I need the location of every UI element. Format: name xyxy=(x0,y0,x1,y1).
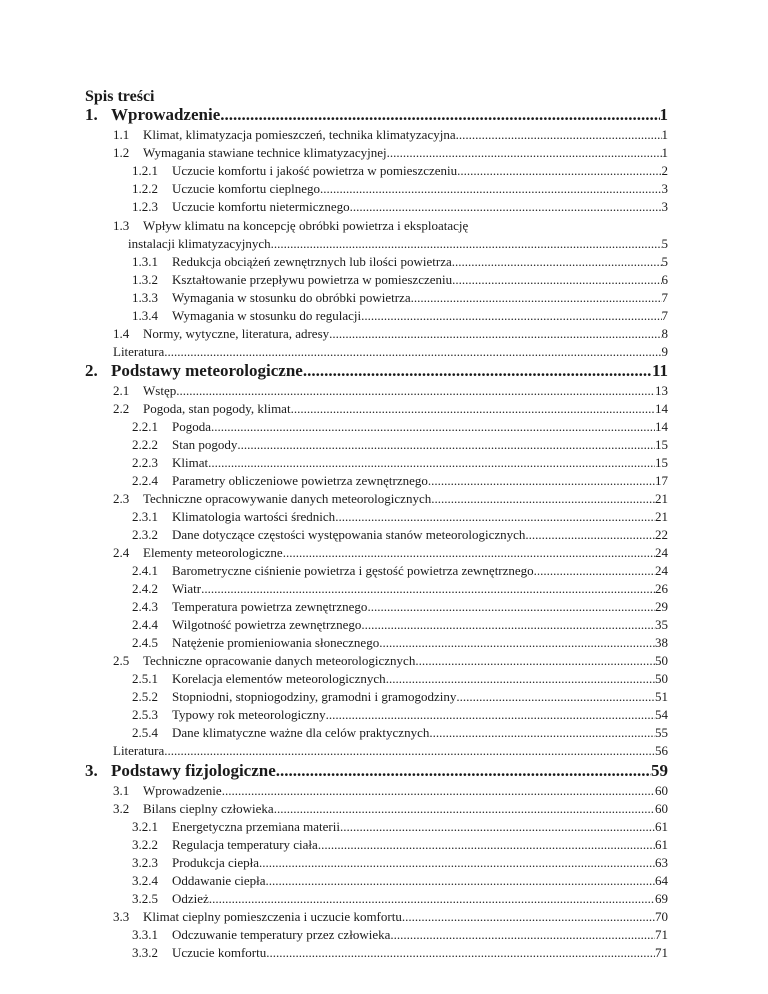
toc-entry[interactable] xyxy=(132,474,668,487)
toc-entry[interactable] xyxy=(132,892,668,905)
toc-number: 1.3.4 xyxy=(132,308,158,323)
toc-title: Wymagania stawiane technice klimatyzacyjnej xyxy=(143,145,387,160)
toc-title: Wiatr xyxy=(172,581,202,596)
dot-leader xyxy=(411,291,662,304)
dot-leader xyxy=(387,146,662,159)
toc-entry[interactable] xyxy=(132,273,668,286)
dot-leader xyxy=(326,708,655,721)
dot-leader xyxy=(361,618,655,631)
page-title: Spis treści xyxy=(85,88,155,105)
toc-page-number: 21 xyxy=(655,509,668,524)
toc-title: Uczucie komfortu xyxy=(172,945,267,960)
toc-entry[interactable] xyxy=(132,510,668,523)
toc-chapter[interactable] xyxy=(85,762,668,779)
toc-entry[interactable] xyxy=(132,636,668,649)
toc-page-number: 70 xyxy=(655,909,668,924)
toc-title: Pogoda xyxy=(172,419,211,434)
toc-entry[interactable] xyxy=(132,420,668,433)
toc-number: 2.3.1 xyxy=(132,509,158,524)
toc-number: 3.1 xyxy=(113,783,130,798)
toc-entry[interactable] xyxy=(128,237,668,250)
toc-title: Barometryczne ciśnienie powietrza i gęstość powietrza zewnętrznego xyxy=(172,563,534,578)
toc-number: 3.2 xyxy=(113,801,130,816)
toc-title: Energetyczna przemiana materii xyxy=(172,819,340,834)
toc-entry[interactable] xyxy=(132,182,668,195)
toc-entry[interactable] xyxy=(132,726,668,739)
toc-title: Wstęp xyxy=(143,383,177,398)
toc-page-number: 22 xyxy=(655,527,668,542)
toc-number: 2.1 xyxy=(113,383,130,398)
dot-leader xyxy=(208,456,655,469)
dot-leader xyxy=(367,600,655,613)
dot-leader xyxy=(350,200,662,213)
toc-title: Produkcja ciepła xyxy=(172,855,259,870)
toc-page-number: 71 xyxy=(655,927,668,942)
dot-leader xyxy=(176,384,655,397)
toc-entry[interactable] xyxy=(132,564,668,577)
toc-number: 1.2.2 xyxy=(132,181,158,196)
dot-leader xyxy=(164,345,661,358)
toc-page-number: 3 xyxy=(661,181,668,196)
toc-number: 2.2.4 xyxy=(132,473,158,488)
toc-entry[interactable] xyxy=(113,128,668,141)
toc-entry[interactable] xyxy=(113,327,668,340)
toc-entry[interactable] xyxy=(113,402,668,415)
toc-title: Stopniodni, stopniogodziny, gramodni i gramogodziny xyxy=(172,689,457,704)
toc-page-number: 2 xyxy=(661,163,668,178)
toc-title: Redukcja obciążeń zewnętrznych lub ilości powietrza xyxy=(172,254,452,269)
toc-number: 2.4.1 xyxy=(132,563,158,578)
toc-page-number: 8 xyxy=(661,326,668,341)
dot-leader xyxy=(274,802,655,815)
toc-page-number: 17 xyxy=(655,473,668,488)
dot-leader xyxy=(265,874,655,887)
toc-number: 1.3.1 xyxy=(132,254,158,269)
toc-number: 3.2.3 xyxy=(132,855,158,870)
toc-page-number: 35 xyxy=(655,617,668,632)
toc-page-number: 50 xyxy=(655,653,668,668)
toc-entry[interactable] xyxy=(132,291,668,304)
toc-page-number: 9 xyxy=(661,344,668,359)
toc-title: Kształtowanie przepływu powietrza w pomieszczeniu xyxy=(172,272,453,287)
dot-leader xyxy=(379,636,655,649)
toc-entry[interactable] xyxy=(132,672,668,685)
toc-number: 2. xyxy=(85,361,98,380)
toc-title: Klimat cieplny pomieszczenia i uczucie komfortu xyxy=(143,909,402,924)
dot-leader xyxy=(318,838,655,851)
toc-page-number: 29 xyxy=(655,599,668,614)
toc-number: 1.3.2 xyxy=(132,272,158,287)
toc-title: Odzież xyxy=(172,891,209,906)
dot-leader xyxy=(220,106,659,123)
toc-title: Wprowadzenie xyxy=(111,105,221,124)
toc-number: 3.2.2 xyxy=(132,837,158,852)
toc-page-number: 61 xyxy=(655,819,668,834)
toc-title: instalacji klimatyzacyjnych xyxy=(128,236,271,251)
toc-title: Oddawanie ciepła xyxy=(172,873,266,888)
toc-entry[interactable] xyxy=(132,164,668,177)
toc-page-number: 14 xyxy=(655,401,668,416)
toc-entry[interactable] xyxy=(132,600,668,613)
toc-page-number: 51 xyxy=(655,689,668,704)
dot-leader xyxy=(386,672,655,685)
dot-leader xyxy=(361,309,661,322)
toc-title: Normy, wytyczne, literatura, adresy xyxy=(143,326,330,341)
toc-entry[interactable] xyxy=(132,582,668,595)
toc-title: Uczucie komfortu i jakość powietrza w pomieszczeniu xyxy=(172,163,458,178)
dot-leader xyxy=(415,654,655,667)
toc-number: 1.2.1 xyxy=(132,163,158,178)
toc-title: Stan pogody xyxy=(172,437,238,452)
toc-number: 2.4.4 xyxy=(132,617,158,632)
toc-title: Klimatologia wartości średnich xyxy=(172,509,336,524)
toc-page-number: 50 xyxy=(655,671,668,686)
toc-entry[interactable] xyxy=(132,309,668,322)
toc-page-number: 5 xyxy=(661,236,668,251)
toc-number: 2.4.3 xyxy=(132,599,158,614)
toc-entry[interactable] xyxy=(113,219,668,232)
toc-title: Odczuwanie temperatury przez człowieka xyxy=(172,927,391,942)
toc-number: 1.3.3 xyxy=(132,290,158,305)
toc-entry[interactable] xyxy=(132,200,668,213)
toc-title: Podstawy fizjologiczne xyxy=(111,761,276,780)
dot-leader xyxy=(456,690,655,703)
dot-leader xyxy=(390,928,655,941)
dot-leader xyxy=(429,726,655,739)
dot-leader xyxy=(431,492,655,505)
dot-leader xyxy=(209,892,655,905)
toc-number: 2.2.1 xyxy=(132,419,158,434)
toc-title: Techniczne opracowanie danych meteorologicznych xyxy=(143,653,416,668)
toc-title: Parametry obliczeniowe powietrza zewnętrznego xyxy=(172,473,428,488)
toc-title: Regulacja temperatury ciała xyxy=(172,837,318,852)
toc-page-number: 6 xyxy=(661,272,668,287)
toc-entry[interactable] xyxy=(132,528,668,541)
toc-number: 2.5.1 xyxy=(132,671,158,686)
toc-title: Podstawy meteorologiczne xyxy=(111,361,303,380)
toc-page-number: 13 xyxy=(655,383,668,398)
toc-page-number: 11 xyxy=(651,361,668,380)
dot-leader xyxy=(428,474,655,487)
toc-number: 1.3 xyxy=(113,218,130,233)
toc-page-number: 5 xyxy=(661,254,668,269)
toc-title: Wpływ klimatu na koncepcję obróbki powietrza i eksploatację xyxy=(143,218,469,233)
toc-number: 2.3.2 xyxy=(132,527,158,542)
toc-entry[interactable] xyxy=(132,838,668,851)
toc-page-number: 24 xyxy=(655,563,668,578)
toc-entry[interactable] xyxy=(132,456,668,469)
toc-number: 2.4 xyxy=(113,545,130,560)
toc-chapter[interactable] xyxy=(85,362,668,379)
toc-title: Wymagania w stosunku do regulacji xyxy=(172,308,362,323)
toc-entry[interactable] xyxy=(113,146,668,159)
toc-page-number: 21 xyxy=(655,491,668,506)
toc-number: 3.3.1 xyxy=(132,927,158,942)
dot-leader xyxy=(335,510,655,523)
dot-leader xyxy=(457,164,661,177)
dot-leader xyxy=(237,438,655,451)
dot-leader xyxy=(320,182,662,195)
toc-page-number: 14 xyxy=(655,419,668,434)
toc-title: Wprowadzenie xyxy=(143,783,222,798)
toc-number: 3.3 xyxy=(113,909,130,924)
toc-title: Uczucie komfortu cieplnego xyxy=(172,181,320,196)
toc-page-number: 1 xyxy=(661,127,668,142)
toc-title: Klimat, klimatyzacja pomieszczeń, technika klimatyzacyjna xyxy=(143,127,456,142)
toc-number: 2.2.3 xyxy=(132,455,158,470)
toc-page-number: 54 xyxy=(655,707,668,722)
toc-entry[interactable] xyxy=(113,910,668,923)
toc-entry[interactable] xyxy=(113,384,668,397)
toc-number: 2.4.5 xyxy=(132,635,158,650)
toc-page-number: 1 xyxy=(661,145,668,160)
dot-leader xyxy=(201,582,655,595)
toc-entry[interactable] xyxy=(113,802,668,815)
dot-leader xyxy=(340,820,655,833)
toc-title: Typowy rok meteorologiczny xyxy=(172,707,326,722)
toc-entry[interactable] xyxy=(132,874,668,887)
toc-entry[interactable] xyxy=(132,690,668,703)
toc-number: 3.3.2 xyxy=(132,945,158,960)
toc-title: Wymagania w stosunku do obróbki powietrza xyxy=(172,290,411,305)
toc-title: Temperatura powietrza zewnętrznego xyxy=(172,599,368,614)
toc-page-number: 60 xyxy=(655,783,668,798)
dot-leader xyxy=(452,273,661,286)
toc-entry[interactable] xyxy=(132,820,668,833)
dot-leader xyxy=(303,362,652,379)
toc-page-number: 59 xyxy=(651,761,668,780)
toc-entry[interactable] xyxy=(113,744,668,757)
toc-entry[interactable] xyxy=(113,345,668,358)
toc-entry[interactable] xyxy=(113,784,668,797)
toc-number: 2.3 xyxy=(113,491,130,506)
toc-entry[interactable] xyxy=(113,546,668,559)
toc-number: 2.2 xyxy=(113,401,130,416)
toc-number: 2.5 xyxy=(113,653,130,668)
toc-page-number: 7 xyxy=(661,308,668,323)
dot-leader xyxy=(271,237,662,250)
toc-page-number: 7 xyxy=(661,290,668,305)
toc-page-number: 26 xyxy=(655,581,668,596)
toc-number: 1. xyxy=(85,105,98,124)
toc-page-number: 15 xyxy=(655,437,668,452)
toc-page-number: 64 xyxy=(655,873,668,888)
toc-entry[interactable] xyxy=(113,492,668,505)
dot-leader xyxy=(266,946,655,959)
toc-title: Elementy meteorologiczne xyxy=(143,545,283,560)
dot-leader xyxy=(276,762,651,779)
dot-leader xyxy=(402,910,655,923)
toc-entry[interactable] xyxy=(132,618,668,631)
toc-page-number: 71 xyxy=(655,945,668,960)
toc-number: 2.5.4 xyxy=(132,725,158,740)
toc-number: 3.2.4 xyxy=(132,873,158,888)
toc-title: Dane dotyczące częstości występowania stanów meteorologicznych xyxy=(172,527,526,542)
toc-number: 3.2.1 xyxy=(132,819,158,834)
toc-page-number: 15 xyxy=(655,455,668,470)
toc-entry[interactable] xyxy=(132,438,668,451)
toc-title: Dane klimatyczne ważne dla celów praktycznych xyxy=(172,725,430,740)
toc-entry[interactable] xyxy=(132,708,668,721)
toc-page-number: 69 xyxy=(655,891,668,906)
toc-title: Korelacja elementów meteorologicznych xyxy=(172,671,386,686)
toc-number: 2.4.2 xyxy=(132,581,158,596)
dot-leader xyxy=(164,744,655,757)
dot-leader xyxy=(283,546,655,559)
toc-page-number: 63 xyxy=(655,855,668,870)
dot-leader xyxy=(456,128,662,141)
toc-page-number: 56 xyxy=(655,743,668,758)
toc-page-number: 55 xyxy=(655,725,668,740)
toc-number: 1.2.3 xyxy=(132,199,158,214)
dot-leader xyxy=(259,856,655,869)
toc-title: Techniczne opracowywanie danych meteorologicznych xyxy=(143,491,432,506)
dot-leader xyxy=(534,564,655,577)
toc-entry[interactable] xyxy=(132,946,668,959)
toc-title: Bilans cieplny człowieka xyxy=(143,801,274,816)
toc-page-number: 3 xyxy=(661,199,668,214)
toc-entry[interactable] xyxy=(113,654,668,667)
toc-title: Uczucie komfortu nietermicznego xyxy=(172,199,350,214)
toc-chapter[interactable] xyxy=(85,106,668,123)
toc-page-number: 38 xyxy=(655,635,668,650)
toc-title: Pogoda, stan pogody, klimat xyxy=(143,401,291,416)
toc-entry[interactable] xyxy=(132,856,668,869)
toc-page-number: 61 xyxy=(655,837,668,852)
toc-number: 2.5.2 xyxy=(132,689,158,704)
dot-leader xyxy=(211,420,655,433)
toc-title: Literatura xyxy=(113,743,165,758)
toc-title: Wilgotność powietrza zewnętrznego xyxy=(172,617,362,632)
toc-number: 1.1 xyxy=(113,127,130,142)
toc-number: 1.4 xyxy=(113,326,130,341)
toc-title: Klimat xyxy=(172,455,209,470)
toc-page-number: 1 xyxy=(659,105,668,124)
toc-number: 2.2.2 xyxy=(132,437,158,452)
dot-leader xyxy=(452,255,662,268)
toc-page-number: 60 xyxy=(655,801,668,816)
toc-number: 1.2 xyxy=(113,145,130,160)
toc-entry[interactable] xyxy=(132,255,668,268)
toc-page-number: 24 xyxy=(655,545,668,560)
toc-entry[interactable] xyxy=(132,928,668,941)
dot-leader xyxy=(525,528,655,541)
dot-leader xyxy=(222,784,655,797)
dot-leader xyxy=(291,402,655,415)
toc-title: Natężenie promieniowania słonecznego xyxy=(172,635,380,650)
toc-number: 3. xyxy=(85,761,98,780)
dot-leader xyxy=(329,327,661,340)
toc-number: 2.5.3 xyxy=(132,707,158,722)
toc-number: 3.2.5 xyxy=(132,891,158,906)
toc-title: Literatura xyxy=(113,344,165,359)
